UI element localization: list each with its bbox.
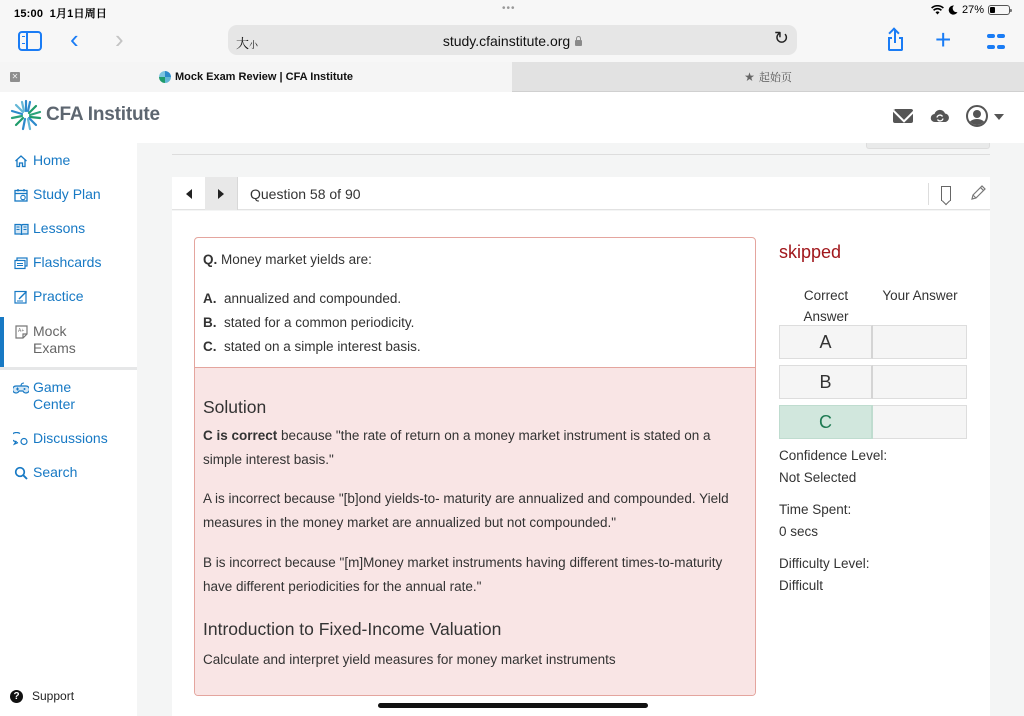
solution-section (195, 367, 756, 696)
practice-icon (13, 289, 29, 305)
sidebar-item-practice[interactable] (0, 288, 137, 305)
difficulty-label: Difficulty Level: (779, 556, 870, 571)
battery-fill (990, 7, 995, 13)
question-stem (203, 252, 372, 267)
previous-question-button[interactable] (172, 177, 205, 210)
solution-option-b-explanation: B is incorrect because "[m]Money market instruments having different times-to-maturity have different periodicities for the annual rate." (203, 555, 723, 594)
support-label: Support (32, 689, 75, 703)
your-answer-cell (873, 405, 967, 439)
support-link[interactable] (10, 689, 74, 703)
status-right (931, 4, 1010, 16)
date-text: 1月1日周日 (49, 8, 108, 20)
question-navigation-bar (172, 177, 990, 210)
sidebar-item-label: Flashcards (33, 254, 102, 270)
sidebar-item-label: Practice (33, 288, 84, 304)
header-line-1: Correct (803, 288, 849, 303)
header-line-2: Answer (803, 309, 849, 324)
sidebar-item-home[interactable] (0, 152, 137, 169)
svg-text:A+: A+ (17, 328, 24, 334)
battery-percent: 27% (961, 4, 984, 16)
user-avatar-icon[interactable] (966, 105, 988, 127)
option-text: annualized and compounded. (224, 291, 402, 306)
top-divider (172, 154, 990, 155)
lock-icon (575, 40, 582, 46)
back-icon[interactable]: ‹ (70, 24, 79, 54)
confidence-label: Confidence Level: (779, 448, 888, 463)
caret-right-icon (218, 189, 224, 199)
cfa-favicon-icon (159, 71, 171, 83)
tab-start-page[interactable] (512, 62, 1024, 92)
moon-icon (948, 5, 958, 15)
app-header (0, 93, 1024, 143)
confidence-value: Not Selected (779, 470, 857, 485)
learning-outcome: Calculate and interpret yield measures for money market instruments (203, 652, 616, 667)
status-time (14, 5, 107, 21)
sidebar-item-game-center[interactable] (0, 379, 137, 413)
sidebar-item-study-plan[interactable] (0, 186, 137, 203)
book-icon (13, 221, 29, 237)
sidebar-divider (0, 367, 137, 370)
answer-row-a (779, 325, 967, 359)
caret-left-icon (186, 189, 192, 199)
ios-status-bar (0, 0, 1024, 22)
home-indicator[interactable] (378, 703, 648, 708)
question-text: Money market yields are: (221, 252, 372, 267)
new-tab-icon[interactable]: + (935, 24, 952, 55)
tab-strip (0, 62, 1024, 92)
browser-toolbar (0, 22, 1024, 62)
url-display[interactable] (228, 33, 797, 49)
sidebar-item-label: Home (33, 152, 71, 168)
url-text: study.cfainstitute.org (442, 33, 571, 49)
solution-heading: Solution (203, 397, 267, 417)
your-answer-column-header: Your Answer (882, 288, 958, 303)
cfa-logo-mark-icon (10, 99, 42, 131)
difficulty-value: Difficult (779, 578, 824, 593)
battery-icon (988, 5, 1010, 15)
correct-answer-cell: B (779, 365, 873, 399)
option-text: stated for a common periodicity. (224, 315, 415, 330)
sidebar-item-label: Lessons (33, 220, 86, 236)
label-line-1: Game (33, 379, 72, 395)
forward-icon[interactable]: › (115, 24, 124, 54)
answer-option-a (203, 291, 401, 306)
correct-answer-cell: A (779, 325, 873, 359)
answer-row-b (779, 365, 967, 399)
sidebar-item-flashcards[interactable] (0, 254, 137, 271)
calendar-icon (13, 187, 29, 203)
user-menu-chevron-down-icon[interactable] (994, 114, 1004, 120)
your-answer-cell (873, 325, 967, 359)
option-letter: A. (203, 291, 217, 306)
multitasking-dots-icon[interactable]: ••• (502, 3, 516, 14)
text-size-small: 小 (249, 40, 259, 50)
correct-answer-cell: C (779, 405, 873, 439)
sidebar-item-search[interactable] (0, 464, 137, 481)
home-icon (13, 153, 29, 169)
label-line-2: Center (33, 396, 76, 412)
time-spent-value: 0 secs (779, 524, 819, 539)
sidebar-item-label: Search (33, 464, 78, 480)
label-line-2: Exams (33, 340, 76, 356)
pencil-icon[interactable] (969, 184, 987, 202)
sidebar-item-label: Discussions (33, 430, 108, 446)
cloud-sync-icon[interactable] (930, 108, 950, 124)
solution-correct-explanation (203, 424, 748, 472)
solution-option-a-explanation: A is incorrect because "[b]ond yields-to- maturity are annualized and compounded. Yield measures in the money market are annualized but not compounded." (203, 491, 729, 530)
sidebar-nav (0, 143, 137, 716)
exam-icon (13, 324, 29, 340)
sidebar-toggle-icon[interactable] (18, 31, 42, 51)
time-spent-label: Time Spent: (779, 502, 852, 517)
brand-name: CFA Institute (46, 104, 160, 125)
question-card (194, 237, 756, 696)
search-icon (13, 465, 29, 481)
top-toolbar-tab (866, 143, 990, 149)
mail-icon[interactable] (893, 109, 913, 123)
correct-label: C is correct (203, 428, 278, 443)
sidebar-item-label (33, 379, 75, 413)
your-answer-cell (873, 365, 967, 399)
help-icon: ? (10, 690, 23, 703)
text-size-large: 大 (236, 36, 250, 51)
close-tab-icon[interactable]: ✕ (11, 72, 19, 81)
answer-option-c (203, 339, 421, 354)
question-counter: Question 58 of 90 (250, 186, 361, 202)
next-question-button[interactable] (205, 177, 238, 210)
reload-icon[interactable]: ↻ (773, 28, 789, 48)
question-prefix: Q. (203, 252, 218, 267)
tab-title: Mock Exam Review | CFA Institute (174, 71, 354, 83)
correct-text: because "the rate of return on a money market instrument is stated on a simple interest basis." (203, 428, 711, 467)
toolbar-divider (928, 183, 929, 205)
label-line-1: Mock (33, 323, 67, 339)
answer-option-b (203, 315, 414, 330)
option-letter: B. (203, 315, 217, 330)
answer-row-c (779, 405, 967, 439)
address-bar[interactable] (228, 25, 797, 55)
sidebar-item-mock-exams[interactable] (0, 323, 137, 357)
answer-status: skipped (779, 242, 842, 262)
tab-mock-exam-review[interactable] (0, 62, 512, 92)
time-text: 15:00 (14, 8, 44, 20)
wifi-icon (931, 5, 944, 15)
sidebar-item-lessons[interactable] (0, 220, 137, 237)
bookmark-icon[interactable] (941, 186, 951, 201)
option-text: stated on a simple interest basis. (224, 339, 421, 354)
tab-overview-icon[interactable] (986, 31, 1006, 51)
tab-title: 起始页 (758, 72, 792, 84)
cfa-logo[interactable] (10, 99, 160, 131)
correct-answer-column-header (788, 285, 864, 327)
option-letter: C. (203, 339, 217, 354)
flashcards-icon (13, 255, 29, 271)
share-icon[interactable] (885, 28, 907, 52)
sidebar-item-discussions[interactable] (0, 430, 137, 447)
reading-title: Introduction to Fixed-Income Valuation (203, 619, 502, 639)
chat-icon (13, 431, 29, 447)
star-icon: ★ (744, 70, 755, 84)
sidebar-item-label: Study Plan (33, 186, 101, 202)
gamepad-icon (13, 380, 29, 396)
sidebar-item-label (33, 323, 76, 357)
